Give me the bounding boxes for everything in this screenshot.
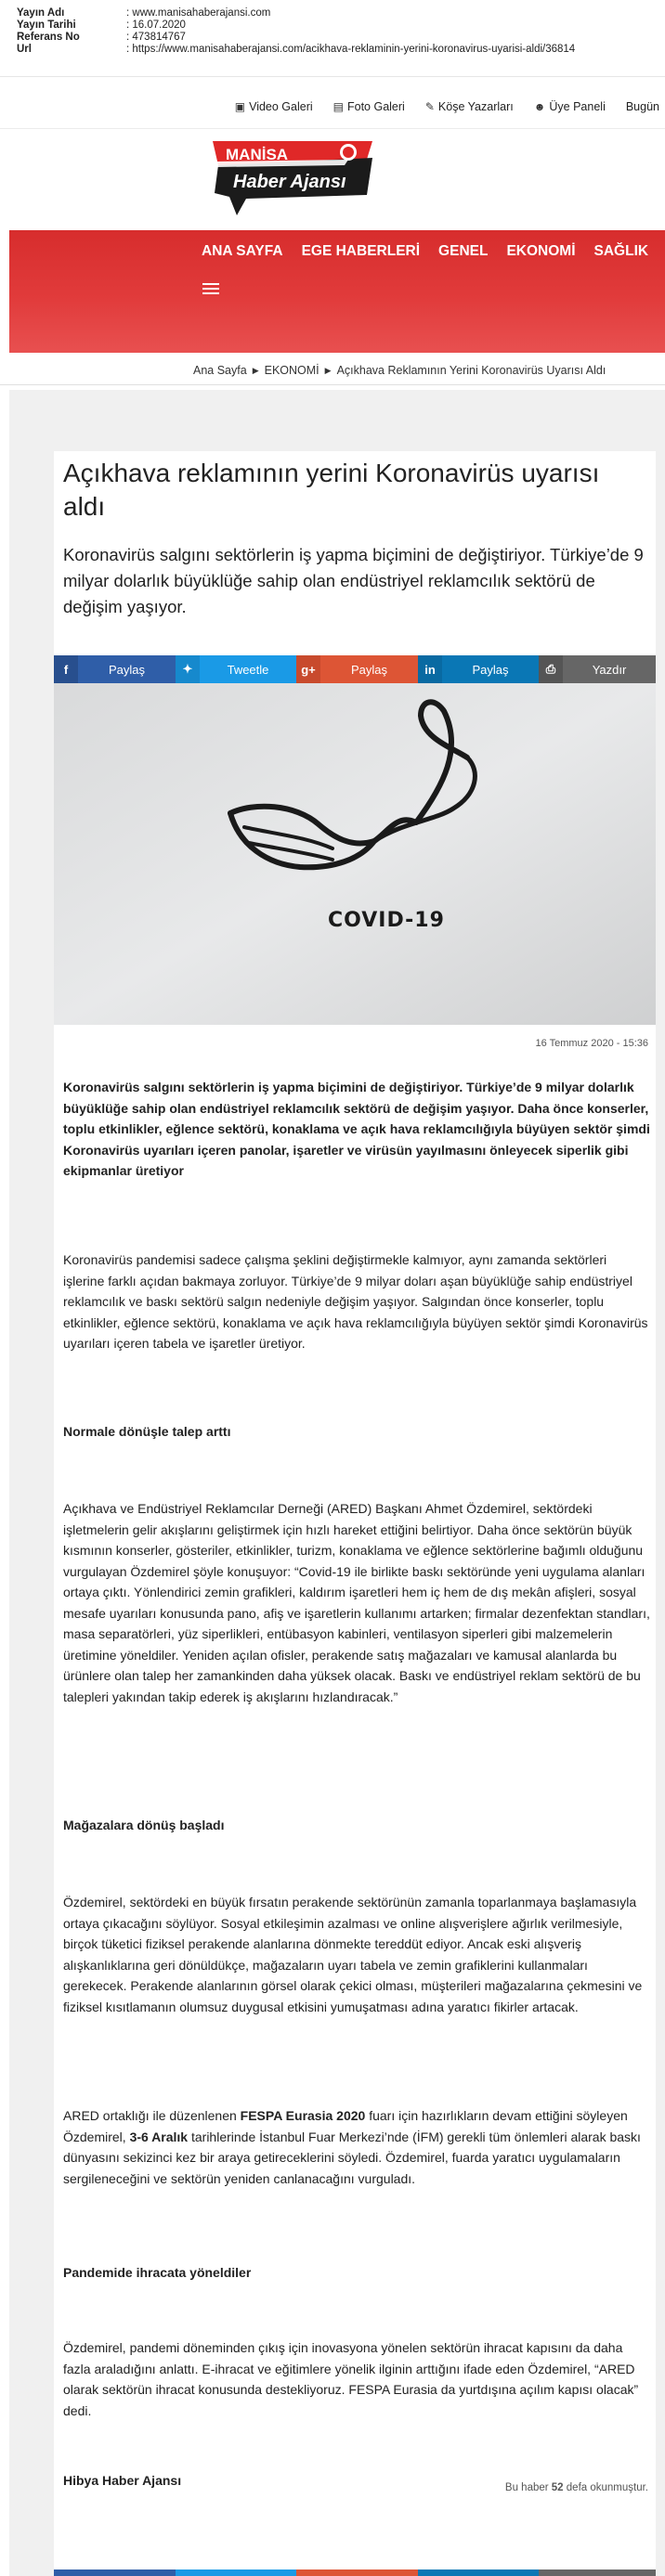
logo-line2: Haber Ajansı — [233, 172, 346, 192]
today-link[interactable] — [626, 100, 659, 113]
article-paragraph: Özdemirel, sektördeki en büyük fırsatın perakende sektörünün zamanla toparlanmaya başlamasıyla ortaya çıkacağını söylüyor. Sosyal etkileşimin azalması ve online alışverişlere ağırlık verilmesiyle, birçok tüketici fiziksel perakende alanlarına dönmekte tereddüt ediyor. Ancak eski alışveriş alışkanlıklarına geri dönüldükçe, mağazaların uyarı tabela ve zemin grafiklerini kullanmaları gerekecek. Perakende alanlarının görsel olarak çekici olması, müşterileri mağazalarına çekmesini ve fiziksel kısıtlamanın olumsuz duygusal etkisini yumuşatması adına yaratıcı fikirler artacak. — [63, 1895, 643, 2014]
share-bar — [54, 655, 656, 683]
article-image — [54, 683, 656, 1025]
publication-meta — [17, 7, 575, 56]
film-icon: ▣ — [234, 100, 246, 113]
meta-key: Referans No — [17, 32, 80, 43]
video-gallery-link[interactable] — [235, 100, 313, 113]
text: Bu haber — [504, 2482, 552, 2493]
user-icon: ☻ — [533, 100, 546, 113]
article-source: Hibya Haber Ajansı — [63, 2473, 182, 2488]
article-paragraph: Özdemirel, pandemi döneminden çıkış için inovasyona yönelen sektörün ihracat kapısını da daha fazla araladığını anlattı. E-ihracat ve eğitimlere yönelik ilginin arttığını ifade eden Özdemirel, “ARED olarak sektörün ihracat konusunda destekliyoruz. FESPA Eurasia da yurtdışına açılım kapısı olacak” dedi. — [63, 2340, 639, 2418]
fair-dates: 3-6 Aralık — [129, 2129, 189, 2144]
chevron-right-icon: ▶ — [324, 365, 332, 375]
article-subheading: Mağazalara dönüş başladı — [63, 1818, 225, 1832]
article-spot: Koronavirüs salgını sektörlerin iş yapma biçimini de değiştiriyor. Türkiye’de 9 milyar dolarlık büyüklüğe sahip olan endüstriyel reklamcılık sektörü de değişim yaşıyor. — [63, 545, 644, 616]
divider — [0, 128, 665, 129]
meta-key: Yayın Adı — [17, 7, 65, 19]
breadcrumb-category[interactable]: EKONOMİ — [264, 364, 319, 377]
read-count-number: 52 — [551, 2482, 564, 2493]
hamburger-menu-icon[interactable] — [202, 283, 219, 297]
text: defa okunmuştur. — [563, 2482, 648, 2493]
read-count — [505, 2482, 648, 2493]
article-subheading: Normale dönüşle talep arttı — [63, 1424, 231, 1439]
facebook-share-button[interactable] — [54, 2570, 176, 2576]
text: tarihlerinde İstanbul Fuar Merkezi’nde (İFM) gerekli tüm önlemleri alarak baskı dünyasını sekizinci kez bir araya getireceklerini söyledi. Özdemirel, fuarda yaratıcı uygulamaların sergileneceğini ve sektörün yeniden canlanacağını vurguladı. — [63, 2129, 641, 2186]
columnists-link[interactable] — [425, 100, 514, 113]
article-subheading: Pandemide ihracata yöneldiler — [63, 2265, 252, 2280]
facebook-share-label: Paylaş — [108, 662, 146, 677]
text: fuarı için hazırlıkların devam ettiğini söyleyen Özdemirel, — [63, 2108, 628, 2144]
article-paragraph: Açıkhava ve Endüstriyel Reklamcılar Derneği (ARED) Başkanı Ahmet Özdemirel, sektördeki işletmelerin gelir akışlarını geliştirmek için hızlı hareket ettiğini belirtiyor. Daha önce sektörün büyük kısmının konserler, gösteriler, etkinlikler, turizm, konaklama ve eğlence sektörlerine bağımlı olduğunu vurgulayan Özdemirel şöyle konuşuyor: “Covid-19 ile birlikte baskı sektöründe yeni uygulama alanları ortaya çıktı. Yönlendirici zemin grafikleri, kaldırım işaretleri hem iç hem de dış mekân afişleri, sosyal mesafe uyarıları konusunda pano, afiş ve işaretlerin kullanımı artarken; firmalar dezenfektan standları, masa separatörleri, yüz siperlikleri, entübasyon kabinleri, ventilasyon siperleri gibi malzemelerin üretimine yöneldiler. Yeniden açılan ofisler, perakende satış mağazaları ve kamusal alanlarda bu ürünlere olan talep her zamankinden daha yüksek olacak. Baskı ve endüstriyel reklam sektörü de bu talepleri yakından takip ederek iş akışlarını hızlandıracak.” — [63, 1501, 650, 1704]
pencil-icon: ✎ — [424, 100, 435, 113]
member-panel-link[interactable] — [534, 100, 606, 113]
linkedin-share-label: Paylaş — [472, 662, 509, 677]
nav-ana-sayfa[interactable]: ANA SAYFA — [202, 243, 283, 259]
text: ARED ortaklığı ile düzenlenen — [63, 2108, 241, 2123]
meta-value: : www.manisahaberajansi.com — [126, 7, 271, 19]
photo-gallery-link[interactable] — [333, 100, 405, 113]
google-plus-icon: g+ — [296, 655, 320, 683]
twitter-share-button[interactable] — [176, 2570, 296, 2576]
meta-value: : 16.07.2020 — [126, 19, 186, 31]
google-share-label: Paylaş — [350, 662, 388, 677]
facebook-icon: f — [54, 655, 78, 683]
meta-key: Yayın Tarihi — [17, 19, 76, 31]
breadcrumb — [193, 364, 606, 377]
top-links — [235, 100, 659, 113]
print-button[interactable] — [539, 655, 656, 683]
twitter-share-label: Tweetle — [227, 662, 269, 677]
video-gallery-label: Video Galeri — [249, 100, 313, 113]
divider — [0, 384, 665, 385]
linkedin-icon: in — [418, 655, 442, 683]
member-panel-label: Üye Paneli — [549, 100, 606, 113]
nav-ege-haberleri[interactable]: EGE HABERLERİ — [301, 243, 421, 259]
google-share-button[interactable] — [296, 2570, 418, 2576]
photo-gallery-label: Foto Galeri — [347, 100, 405, 113]
share-bar-bottom — [54, 2570, 656, 2576]
facebook-share-button[interactable] — [54, 655, 176, 683]
article-lead: Koronavirüs salgını sektörlerin iş yapma biçimini de değiştiriyor. Türkiye’de 9 milyar dolarlık büyüklüğe sahip olan endüstriyel reklamcılık sektörü de değişim yaşıyor. Daha önce konserler, toplu etkinlikler, eğlence sektörü, konaklama ve açık hava reklamcılığıyla büyüyen sektör şimdi Koronavirüs uyarıları içeren panolar, işaretler ve virüsün yayılmasını önleyecek siperlik gibi ekipmanlar üretiyor — [63, 1080, 650, 1178]
image-label: COVID-19 — [328, 909, 445, 932]
chevron-right-icon: ▶ — [252, 365, 259, 375]
article-paragraph: Koronavirüs pandemisi sadece çalışma şeklini değiştirmekle kalmıyor, aynı zamanda sektörleri işlerine farklı açıdan bakmaya zorluyor. Türkiye’de 9 milyar doları aşan büyüklüğe sahip endüstriyel reklamcılık ve baskı sektörü salgın nedeniyle değişim yaşıyor. Salgından önce konserler, toplu etkinlikler, eğlence sektörü, konaklama ve açık hava reklamcılığıyla büyüyen sektör şimdi Koronavirüs uyarıları içeren tabela ve işaretler üretiyor. — [63, 1252, 648, 1351]
columnists-label: Köşe Yazarları — [437, 100, 514, 113]
nav-saglik[interactable]: SAĞLIK — [593, 243, 649, 259]
meta-value: : https://www.manisahaberajansi.com/acikhava-reklaminin-yerini-koronavirus-uyarisi-aldi/36814 — [126, 44, 576, 55]
google-share-button[interactable] — [296, 655, 418, 683]
article-title: Açıkhava reklamının yerini Koronavirüs uyarısı aldı — [63, 459, 600, 521]
fair-name: FESPA Eurasia 2020 — [240, 2108, 366, 2123]
today-label: Bugün — [625, 100, 659, 113]
meta-key: Url — [17, 44, 32, 55]
printer-icon: ⎙ — [539, 655, 563, 683]
image-icon: ▤ — [332, 100, 344, 113]
nav-ekonomi[interactable]: EKONOMİ — [506, 243, 576, 259]
breadcrumb-current: Açıkhava Reklamının Yerini Koronavirüs Uyarısı Aldı — [336, 364, 606, 377]
logo-line1: MANİSA — [226, 146, 289, 163]
breadcrumb-home[interactable]: Ana Sayfa — [193, 364, 247, 377]
divider — [0, 76, 665, 77]
twitter-icon: ✦ — [176, 655, 200, 683]
print-button[interactable] — [539, 2570, 656, 2576]
article-paragraph-fespa — [63, 2105, 650, 2189]
main-nav — [202, 243, 648, 260]
print-label: Yazdır — [592, 662, 627, 677]
publish-date: 16 Temmuz 2020 - 15:36 — [535, 1038, 648, 1049]
nav-genel[interactable]: GENEL — [438, 243, 489, 259]
linkedin-share-button[interactable] — [418, 2570, 539, 2576]
site-logo[interactable] — [209, 137, 376, 217]
linkedin-share-button[interactable] — [418, 655, 539, 683]
twitter-share-button[interactable] — [176, 655, 296, 683]
meta-value: : 473814767 — [126, 32, 186, 43]
